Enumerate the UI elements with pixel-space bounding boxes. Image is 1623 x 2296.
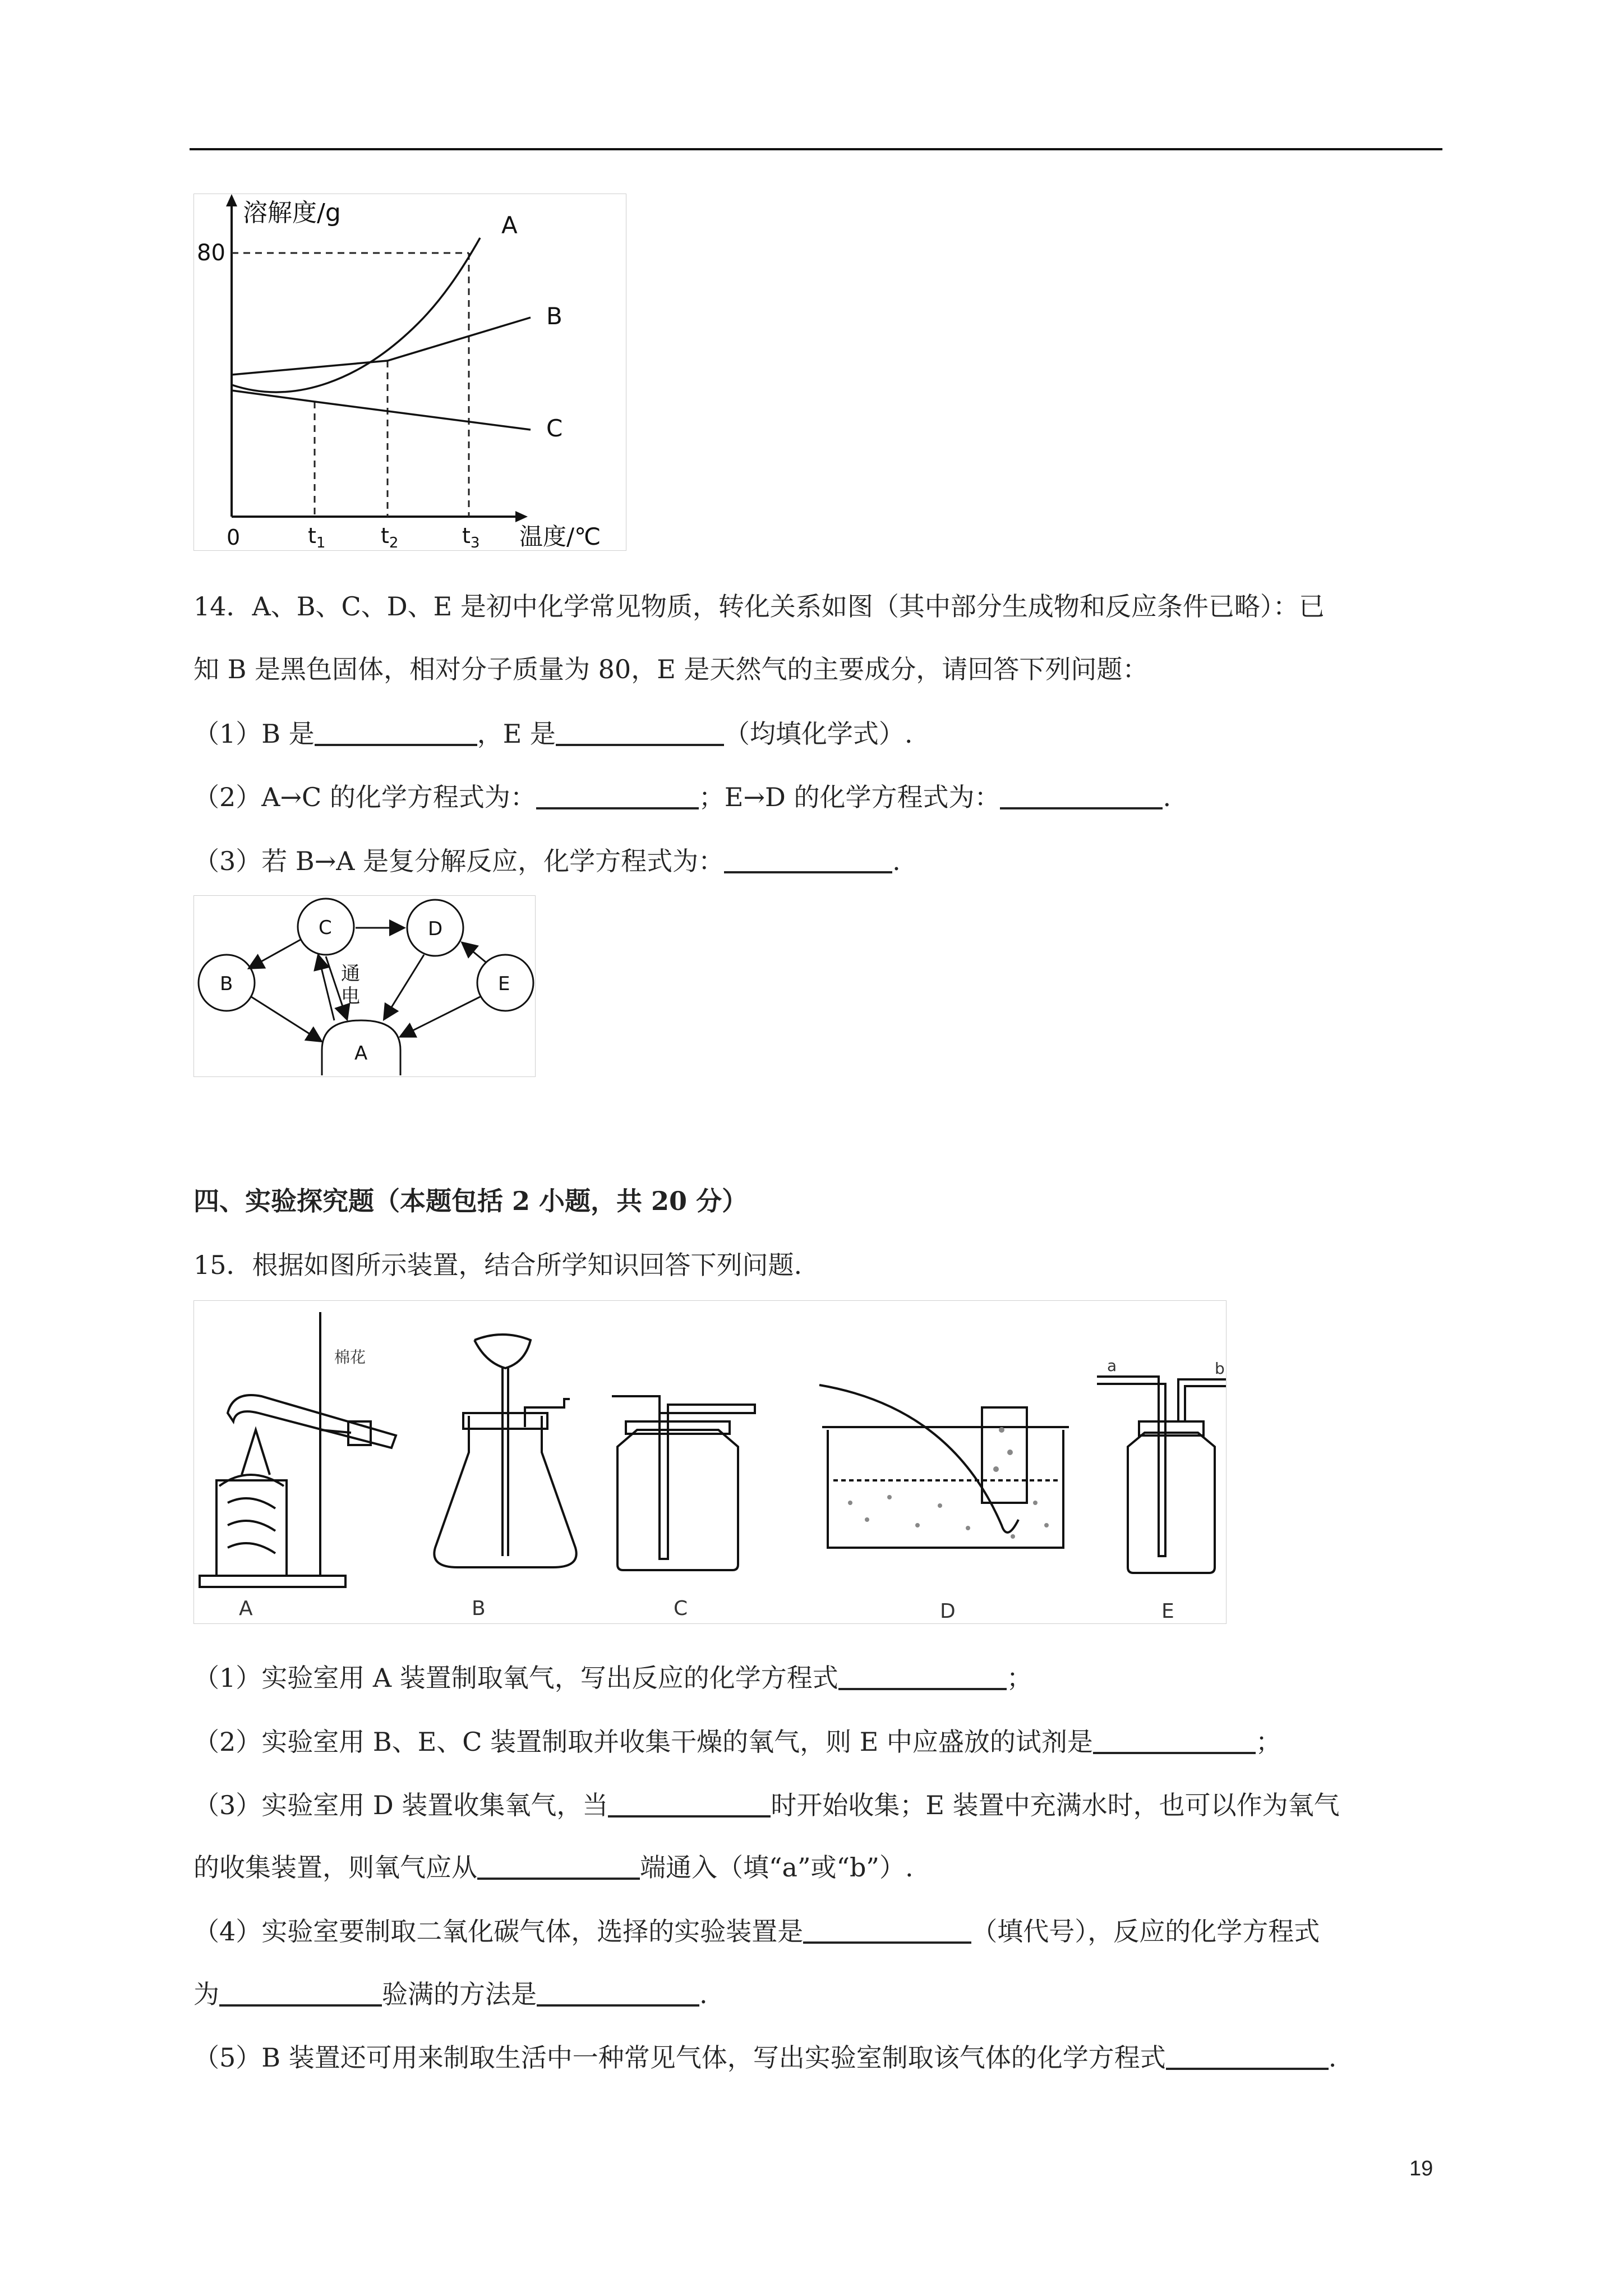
xlabel: 温度/℃ — [519, 523, 601, 550]
apparatus-label-a: A — [239, 1597, 253, 1620]
q14-part3: （3）若 B→A 是复分解反应，化学方程式为： . — [193, 846, 901, 876]
ylabel: 溶解度/g — [243, 199, 341, 227]
arrow-a-c — [319, 956, 334, 1020]
reaction-diagram-svg — [194, 896, 535, 1076]
q15-blank-4c[interactable] — [537, 1982, 699, 2007]
arrow-e-a — [402, 997, 480, 1036]
label-elec-1: 通 — [341, 963, 360, 985]
label-a: A — [354, 1042, 368, 1065]
q15-part5: （5）B 装置还可用来制取生活中一种常见气体，写出实验室制取该气体的化学方程式 . — [193, 2042, 1337, 2073]
q14-intro-line1: 14．A、B、C、D、E 是初中化学常见物质，转化关系如图（其中部分生成物和反应条件已略）：已 — [193, 591, 1325, 622]
x-axis-arrow — [515, 511, 528, 522]
label-b: B — [220, 973, 233, 995]
apparatus-e — [1097, 1377, 1226, 1573]
q15-blank-4b[interactable] — [219, 1982, 382, 2007]
apparatus-c — [612, 1396, 755, 1570]
tick-t2: $t_2$ — [381, 523, 399, 550]
q15-part4-line1: （4）实验室要制取二氧化碳气体，选择的实验装置是 （填代号），反应的化学方程式 — [193, 1916, 1320, 1947]
q14-part2: （2）A→C 的化学方程式为： ；E→D 的化学方程式为： . — [193, 782, 1172, 812]
q14-blank-ba[interactable] — [724, 849, 892, 873]
port-a-label: a — [1107, 1356, 1117, 1375]
y-axis-arrow — [226, 194, 237, 206]
port-b-label: b — [1215, 1359, 1225, 1378]
q15-part1: （1）实验室用 A 装置制取氧气，写出反应的化学方程式 ； — [193, 1663, 1032, 1693]
arrow-c-b — [250, 940, 301, 968]
curve-b-label: B — [546, 302, 562, 330]
q14-blank-ed[interactable] — [1000, 785, 1163, 809]
apparatus-label-d: D — [940, 1600, 956, 1623]
curve-a — [232, 238, 480, 392]
solubility-graph — [193, 194, 626, 551]
q14-blank-e[interactable] — [556, 721, 724, 746]
q15-blank-3a[interactable] — [608, 1793, 771, 1818]
arrow-e-d — [463, 944, 486, 962]
apparatus-label-b: B — [472, 1597, 486, 1620]
q14-intro-line2: 知 B 是黑色固体，相对分子质量为 80，E 是天然气的主要成分，请回答下列问题： — [193, 654, 1149, 684]
apparatus-svg — [194, 1301, 1226, 1623]
curve-b — [232, 318, 531, 375]
reaction-diagram — [193, 895, 536, 1077]
apparatus-figure — [193, 1300, 1227, 1624]
curve-a-label: A — [501, 211, 518, 239]
q15-blank-5[interactable] — [1166, 2045, 1329, 2070]
q15-part3-line1: （3）实验室用 D 装置收集氧气，当 时开始收集；E 装置中充满水时，也可以作为氧气 — [193, 1790, 1340, 1820]
label-d: D — [428, 918, 443, 940]
apparatus-d — [819, 1385, 1069, 1548]
q15-blank-1[interactable] — [838, 1665, 1007, 1690]
q15-part4-line2: 为 验满的方法是 . — [193, 1979, 708, 2009]
apparatus-label-e: E — [1161, 1600, 1174, 1623]
q14-part1: （1）B 是 ，E 是 （均填化学式）. — [193, 719, 913, 749]
solubility-graph-svg — [194, 194, 626, 550]
tick-t3: $t_3$ — [462, 523, 480, 550]
arrow-b-a — [251, 997, 320, 1041]
q15-intro: 15．根据如图所示装置，结合所学知识回答下列问题. — [193, 1250, 803, 1280]
q15-part3-line2: 的收集装置，则氧气应从 端通入（填“a”或“b”）. — [193, 1852, 914, 1883]
trough-texture — [848, 1427, 1049, 1539]
curve-c — [232, 390, 531, 430]
curve-c-label: C — [546, 415, 563, 442]
label-elec-2: 电 — [341, 985, 360, 1007]
page-number: 19 — [1409, 2157, 1433, 2180]
tick-80: 80 — [197, 240, 225, 266]
label-c: C — [319, 917, 332, 939]
q15-blank-4a[interactable] — [803, 1919, 971, 1944]
q15-blank-2[interactable] — [1093, 1729, 1256, 1754]
arrow-d-a — [385, 955, 424, 1018]
tick-t1: $t_1$ — [308, 523, 326, 550]
apparatus-b — [434, 1335, 576, 1567]
header-rule — [190, 148, 1442, 150]
apparatus-label-c: C — [674, 1597, 688, 1620]
q14-blank-ac[interactable] — [536, 785, 699, 809]
q15-part2: （2）实验室用 B、E、C 装置制取并收集干燥的氧气，则 E 中应盛放的试剂是 ； — [193, 1727, 1281, 1757]
apparatus-a — [200, 1312, 396, 1587]
label-e: E — [498, 973, 510, 995]
q14-blank-b[interactable] — [315, 721, 477, 746]
q15-blank-3b[interactable] — [477, 1855, 640, 1880]
section4-heading: 四、实验探究题（本题包括 2 小题，共 20 分） — [193, 1186, 748, 1216]
origin-label: 0 — [227, 525, 241, 550]
cotton-label: 棉花 — [334, 1348, 366, 1366]
